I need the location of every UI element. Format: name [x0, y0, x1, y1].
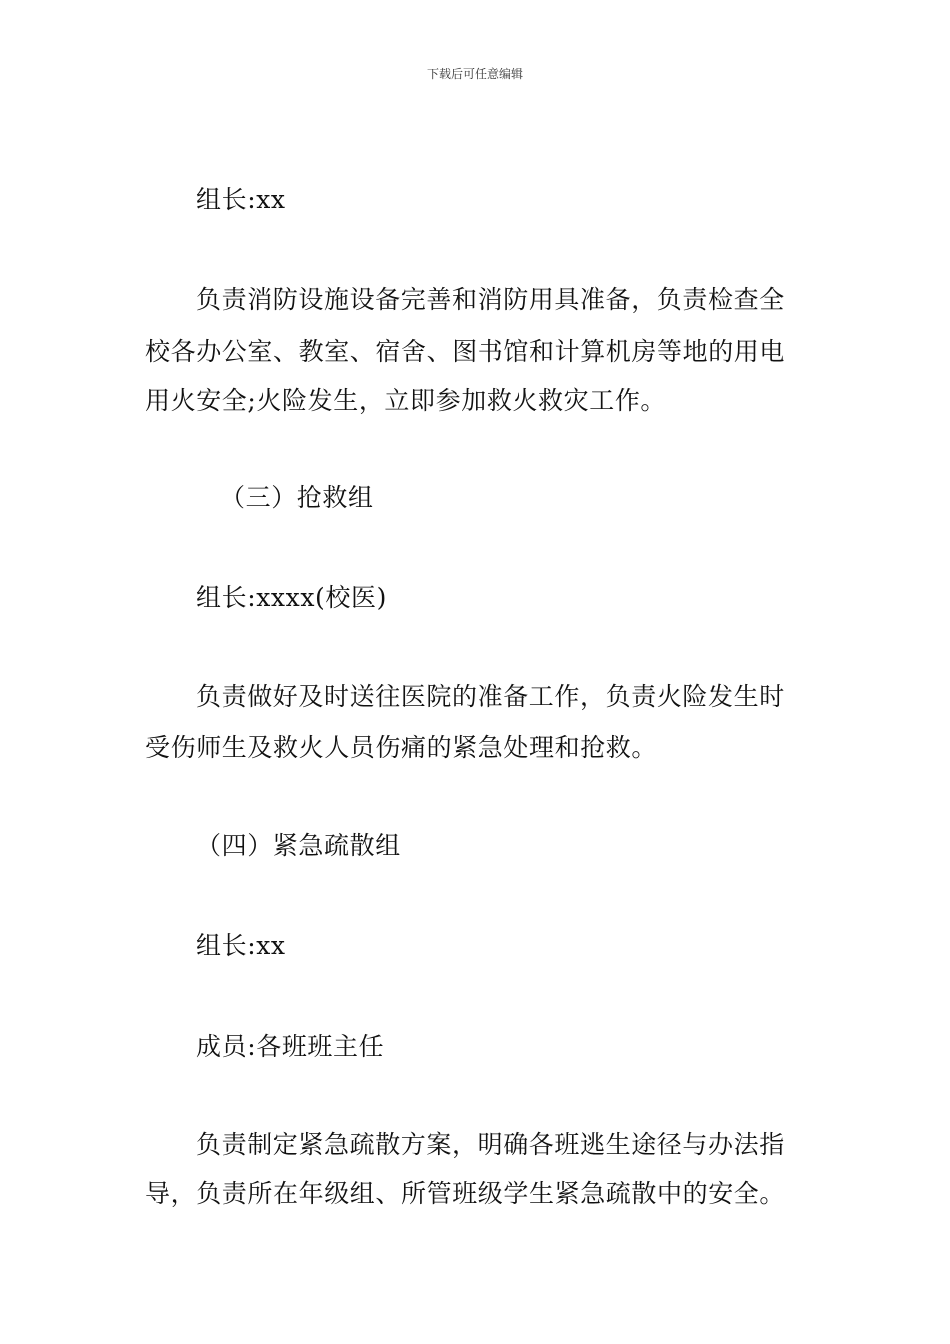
paragraph-rescue-duty-line2: 受伤师生及救火人员伤痛的紧急处理和抢救。 — [145, 733, 658, 762]
leader-line-rescue: 组长:xxxx(校医) — [196, 583, 387, 612]
paragraph-fire-duty-line2: 校各办公室、教室、宿舍、图书馆和计算机房等地的用电 — [145, 337, 786, 366]
leader-line-evacuation: 组长:xx — [196, 931, 286, 960]
paragraph-fire-duty-line3: 用火安全;火险发生，立即参加救火救灾工作。 — [145, 386, 667, 415]
paragraph-evacuation-duty-line1: 负责制定紧急疏散方案，明确各班逃生途径与办法指 — [196, 1130, 785, 1159]
leader-line-fire: 组长:xx — [196, 185, 286, 214]
members-line-evacuation: 成员:各班班主任 — [196, 1032, 385, 1061]
paragraph-evacuation-duty-line2: 导，负责所在年级组、所管班级学生紧急疏散中的安全。 — [145, 1179, 786, 1208]
paragraph-rescue-duty-line1: 负责做好及时送往医院的准备工作，负责火险发生时 — [196, 682, 785, 711]
page-header-note: 下载后可任意编辑 — [426, 67, 523, 81]
section-heading-evacuation: （四）紧急疏散组 — [196, 831, 401, 860]
section-heading-rescue: （三）抢救组 — [220, 483, 374, 512]
paragraph-fire-duty-line1: 负责消防设施设备完善和消防用具准备，负责检查全 — [196, 285, 785, 314]
